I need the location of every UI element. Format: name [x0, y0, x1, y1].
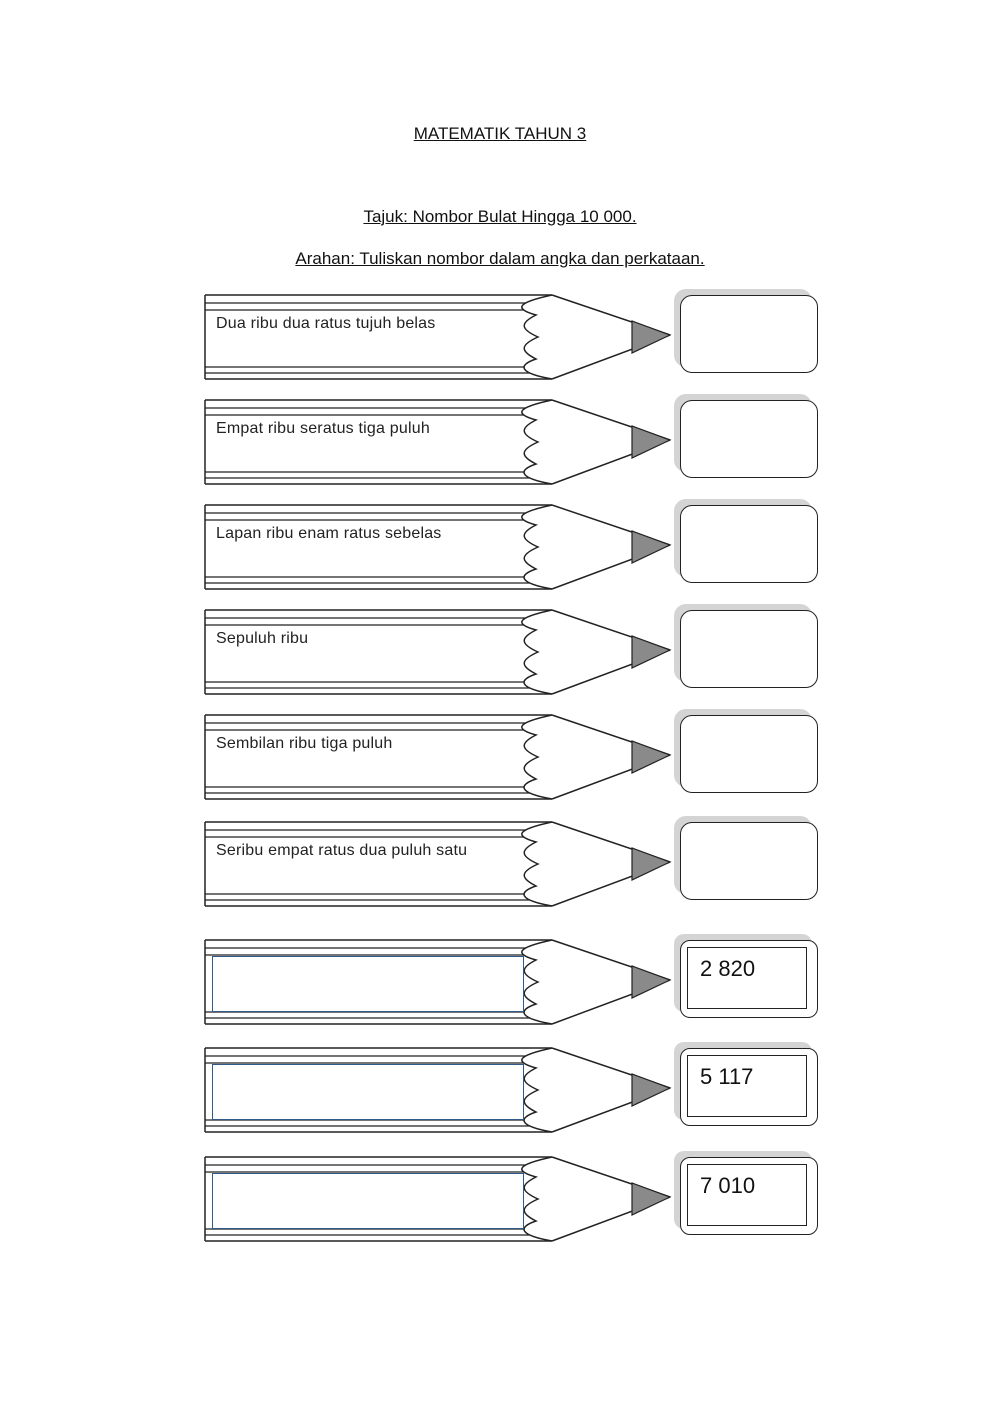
- number-to-words-row: [200, 938, 830, 1028]
- worksheet-title: MATEMATIK TAHUN 3: [413, 124, 587, 143]
- number-words-label: Sembilan ribu tiga puluh: [216, 735, 393, 752]
- numeral-answer-box[interactable]: [680, 400, 818, 478]
- number-words-label: Lapan ribu enam ratus sebelas: [216, 525, 442, 542]
- words-to-number-row: [200, 503, 830, 593]
- words-answer-field[interactable]: [212, 1064, 524, 1120]
- number-display-box: [680, 1157, 818, 1235]
- numeral-answer-box[interactable]: [680, 505, 818, 583]
- number-words-label: Seribu empat ratus dua puluh satu: [216, 842, 468, 859]
- worksheet-instruction: Arahan: Tuliskan nombor dalam angka dan perkataan.: [295, 249, 705, 268]
- words-answer-field[interactable]: [212, 956, 524, 1012]
- given-number: 5 117: [687, 1055, 807, 1117]
- pencil-graphic: [200, 608, 680, 698]
- number-display-box: [680, 940, 818, 1018]
- number-to-words-row: [200, 1046, 830, 1136]
- given-number: 7 010: [687, 1164, 807, 1226]
- number-to-words-row: [200, 1155, 830, 1245]
- words-to-number-row: [200, 293, 830, 383]
- worksheet-topic: Tajuk: Nombor Bulat Hingga 10 000.: [363, 207, 637, 226]
- number-words-label: Empat ribu seratus tiga puluh: [216, 420, 430, 437]
- number-display-box: [680, 1048, 818, 1126]
- words-to-number-row: [200, 820, 830, 910]
- pencil-graphic: [200, 398, 680, 488]
- pencil-graphic: [200, 713, 680, 803]
- numeral-answer-box[interactable]: [680, 822, 818, 900]
- pencil-graphic: [200, 503, 680, 593]
- words-answer-field[interactable]: [212, 1173, 524, 1229]
- pencil-graphic: [200, 293, 680, 383]
- numeral-answer-box[interactable]: [680, 295, 818, 373]
- given-number: 2 820: [687, 947, 807, 1009]
- numeral-answer-box[interactable]: [680, 715, 818, 793]
- number-words-label: Sepuluh ribu: [216, 630, 309, 647]
- words-to-number-row: [200, 398, 830, 488]
- words-to-number-row: [200, 608, 830, 698]
- words-to-number-row: [200, 713, 830, 803]
- number-words-label: Dua ribu dua ratus tujuh belas: [216, 315, 436, 332]
- numeral-answer-box[interactable]: [680, 610, 818, 688]
- pencil-graphic: [200, 820, 680, 910]
